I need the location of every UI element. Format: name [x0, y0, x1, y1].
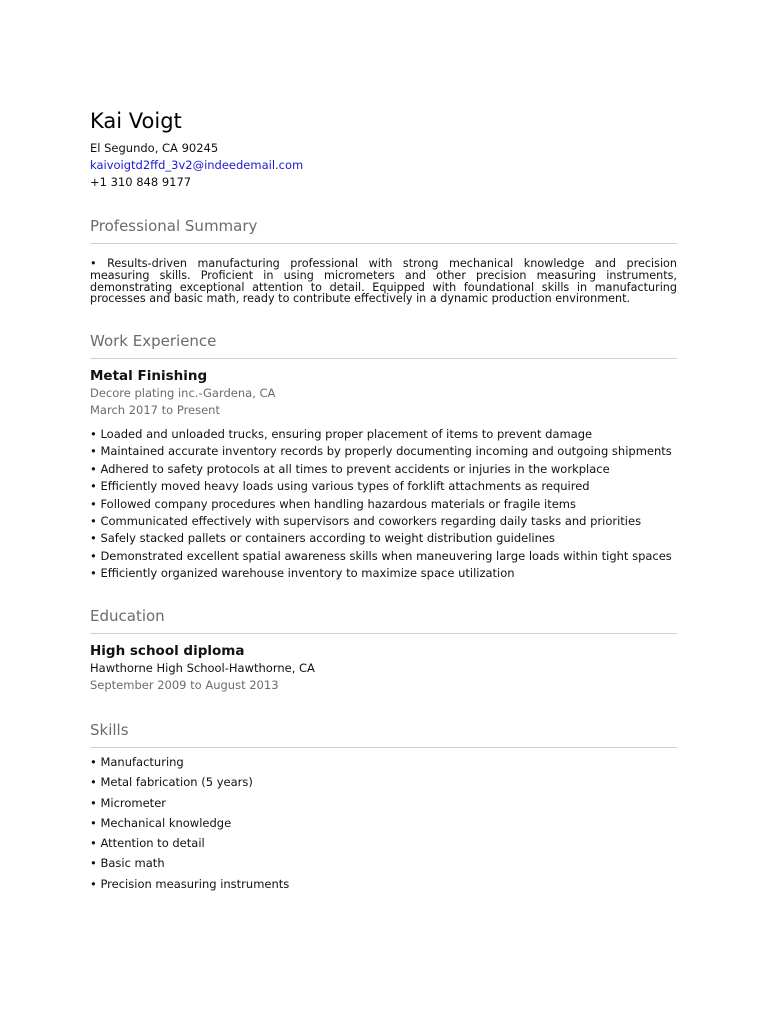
duties-list [90, 426, 690, 583]
work-section-title: Work Experience [90, 331, 677, 359]
skill-list-item: • Manufacturing [90, 752, 690, 772]
school-name: Hawthorne High School-Hawthorne, CA [90, 661, 315, 675]
job-title: Metal Finishing [90, 368, 208, 384]
summary-text: • Results-driven manufacturing professional with strong mechanical knowledge and precision measuring skills. Proficient in using micrometers and other precision measuring instruments, demonstrating exceptional attention to detail. Equipped with foundational skills in manufacturing processes and basic math, ready to contribute effectively in a dynamic production environment. [90, 257, 677, 306]
skill-list-item: • Mechanical knowledge [90, 813, 690, 833]
contact-block [90, 140, 303, 191]
duty-list-item: • Loaded and unloaded trucks, ensuring proper placement of items to prevent damage [90, 426, 690, 443]
skill-list-item: • Metal fabrication (5 years) [90, 772, 690, 792]
duty-list-item: • Communicated effectively with supervisors and coworkers regarding daily tasks and priorities [90, 513, 690, 530]
company-name: Decore plating inc.-Gardena, CA [90, 386, 276, 400]
location-text: El Segundo, CA 90245 [90, 141, 219, 155]
skill-list-item: • Basic math [90, 853, 690, 873]
duty-list-item: • Efficiently moved heavy loads using various types of forklift attachments as required [90, 478, 690, 495]
skill-list-item: • Attention to detail [90, 833, 690, 853]
summary-section-title: Professional Summary [90, 216, 677, 244]
education-section-title: Education [90, 606, 677, 634]
skill-list-item: • Precision measuring instruments [90, 874, 690, 894]
skill-list-item: • Micrometer [90, 793, 690, 813]
phone-text: +1 310 848 9177 [90, 175, 192, 189]
duty-list-item: • Safely stacked pallets or containers according to weight distribution guidelines [90, 530, 690, 547]
duty-list-item: • Adhered to safety protocols at all times to prevent accidents or injuries in the workplace [90, 461, 690, 478]
duty-list-item: • Efficiently organized warehouse inventory to maximize space utilization [90, 565, 690, 582]
duty-list-item: • Demonstrated excellent spatial awareness skills when maneuvering large loads within tight spaces [90, 548, 690, 565]
candidate-name: Kai Voigt [90, 109, 182, 133]
skills-list [90, 752, 690, 894]
degree-title: High school diploma [90, 643, 245, 659]
email-link[interactable]: kaivoigtd2ffd_3v2@indeedemail.com [90, 158, 304, 172]
duty-list-item: • Followed company procedures when handling hazardous materials or fragile items [90, 496, 690, 513]
skills-section-title: Skills [90, 720, 677, 748]
education-dates: September 2009 to August 2013 [90, 678, 279, 692]
duty-list-item: • Maintained accurate inventory records by properly documenting incoming and outgoing shipments [90, 443, 690, 460]
job-dates: March 2017 to Present [90, 403, 220, 417]
